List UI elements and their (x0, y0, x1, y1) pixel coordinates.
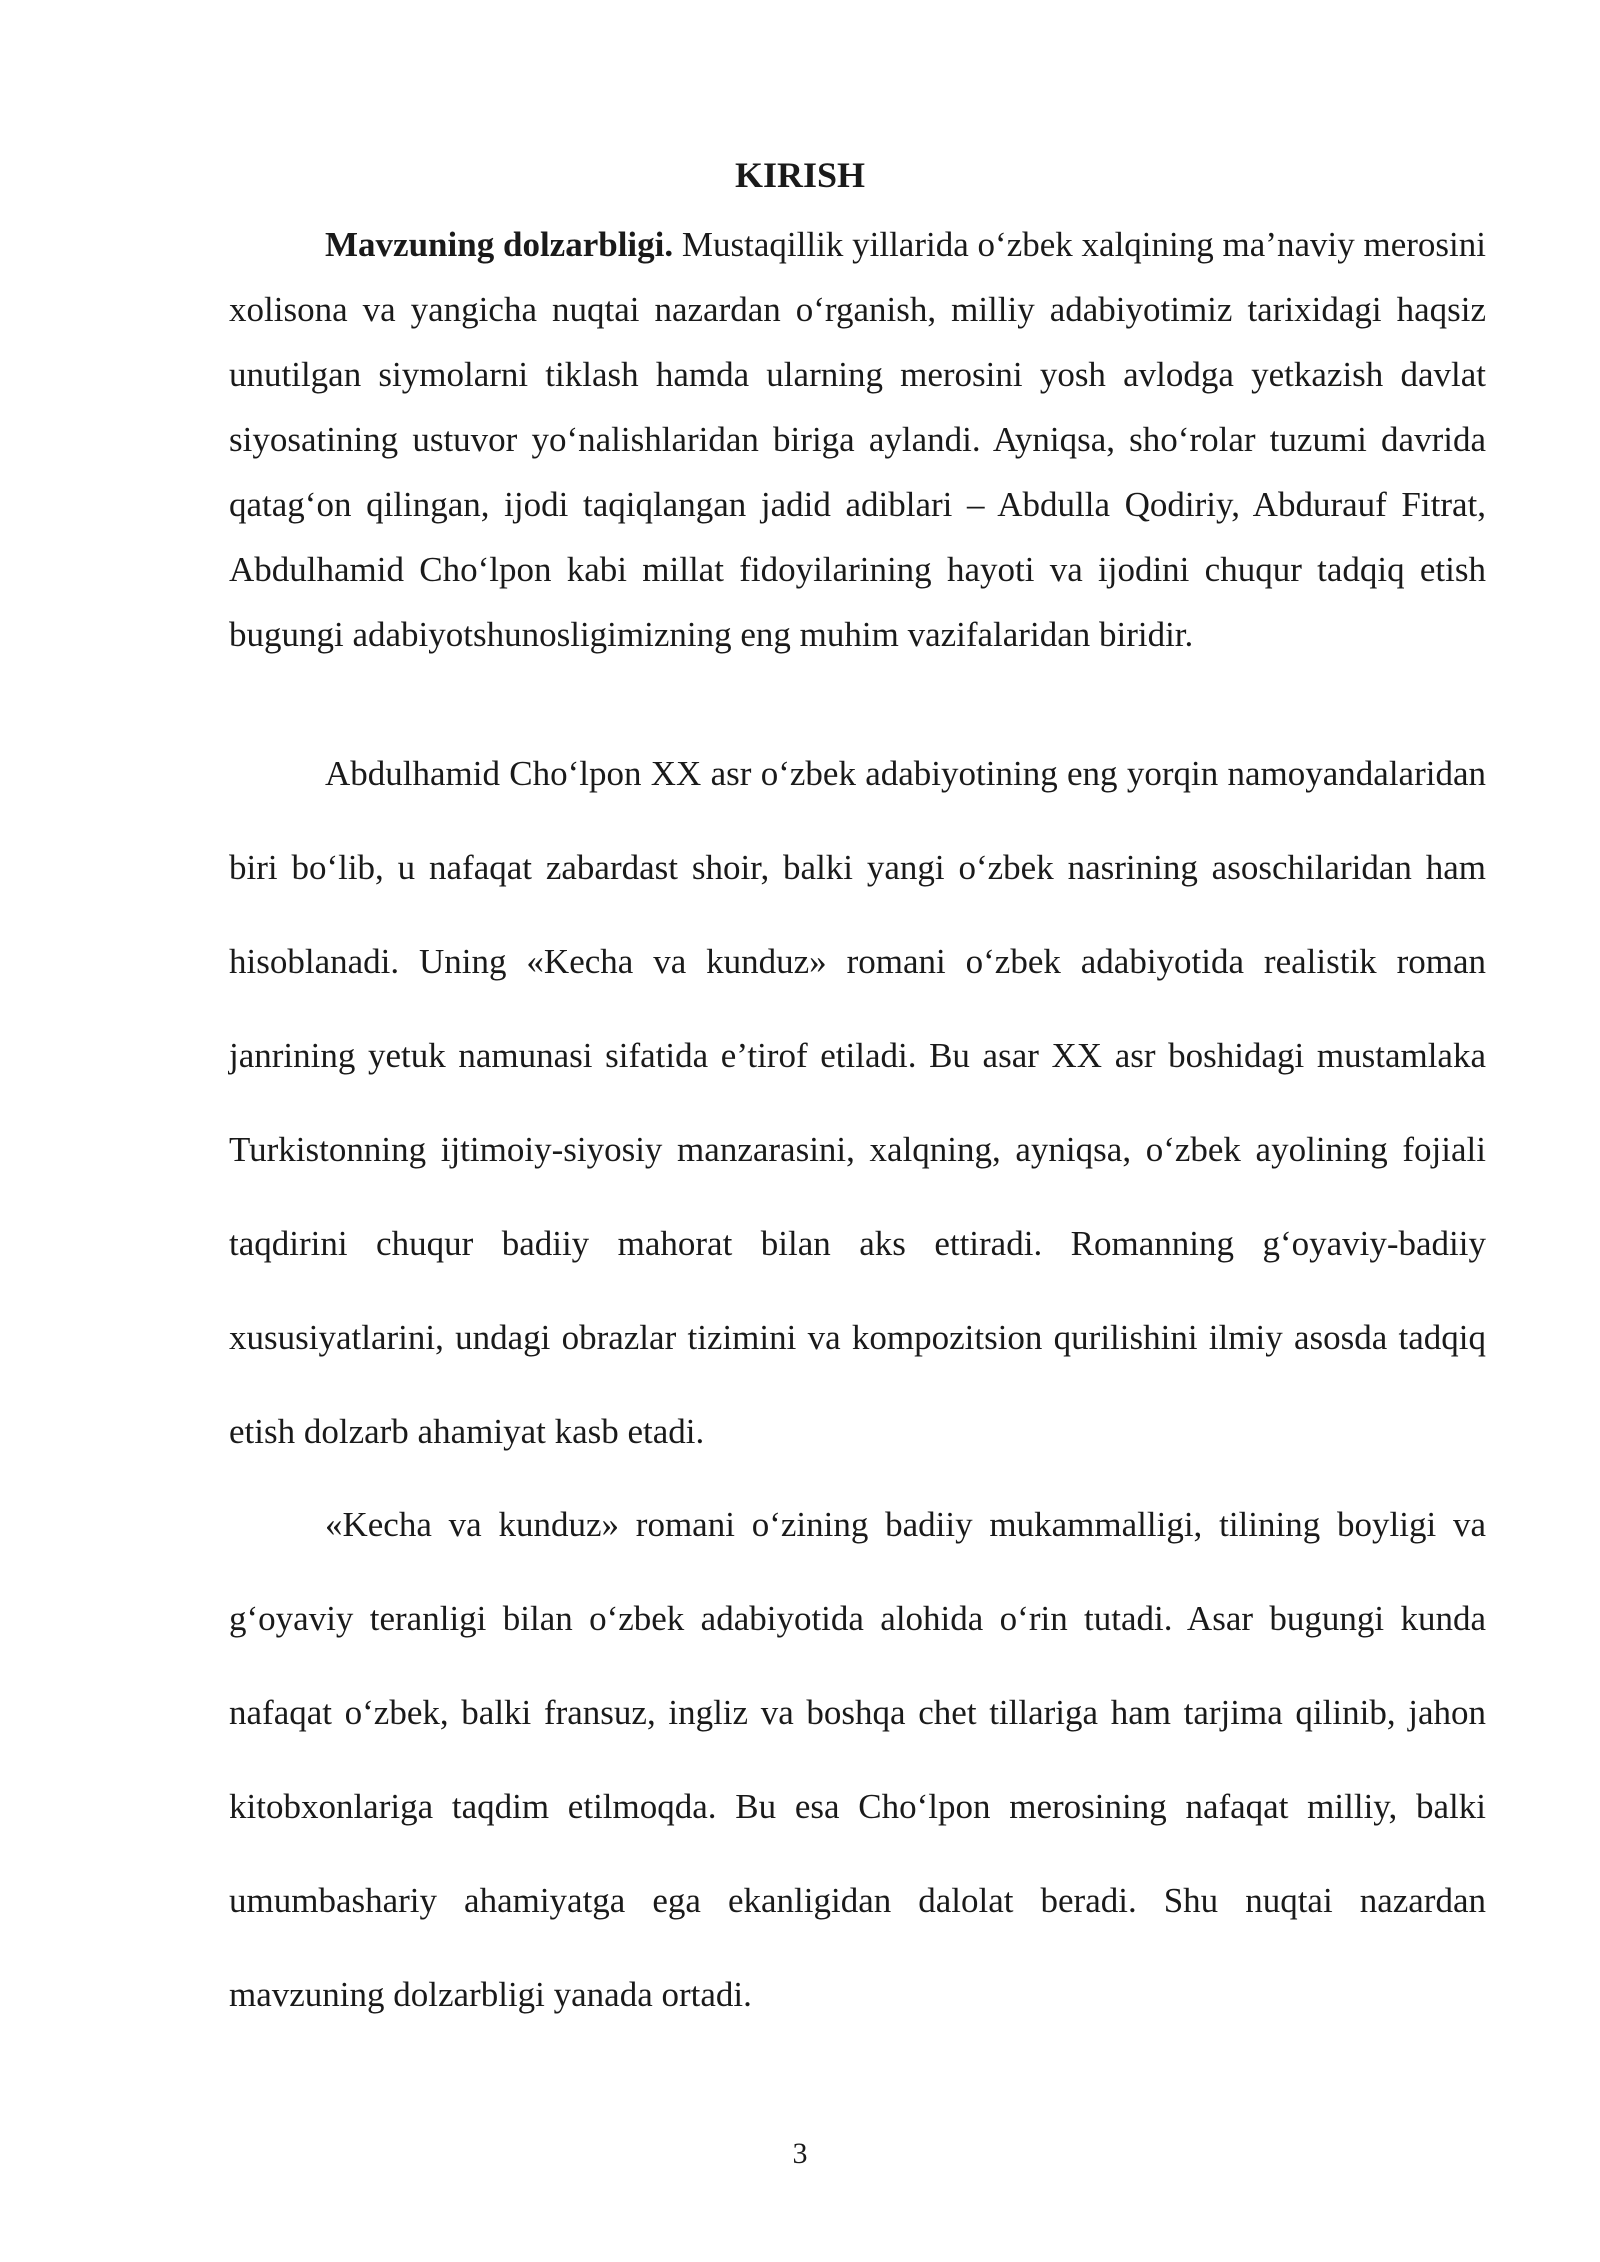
page-number: 3 (792, 2137, 808, 2170)
paragraph-lead: Mavzuning dolzarbligi. (325, 225, 674, 264)
paragraph-novel: «Kecha va kunduz» romani o‘zining badiiy mukammalligi, tilining boyligi va g‘oyaviy teranligi bilan o‘zbek adabiyotida alohida o‘rin tutadi. Asar bugungi kunda nafaqat o‘zbek, balki fransuz, ingliz va boshqa chet tillariga ham tarjima qilinib, jahon kitobxonlariga taqdim etilmoqda. Bu esa Cho‘lpon merosining nafaqat milliy, balki umumbashariy ahamiyatga ega ekanligidan dalolat beradi. Shu nuqtai nazardan mavzuning dolzarbligi yanada ortadi. (229, 1505, 1486, 2014)
paragraph-cholpon: Abdulhamid Cho‘lpon XX asr o‘zbek adabiyotining eng yorqin namoyandalaridan biri bo‘lib, u nafaqat zabardast shoir, balki yangi o‘zbek nasrining asoschilaridan ham hisoblanadi. Uning «Kecha va kunduz» romani o‘zbek adabiyotida realistik roman janrining yetuk namunasi sifatida e’tirof etiladi. Bu asar XX asr boshidagi mustamlaka Turkistonning ijtimoiy-siyosiy manzarasini, xalqning, ayniqsa, o‘zbek ayolining fojiali taqdirini chuqur badiiy mahorat bilan aks ettiradi. Romanning g‘oyaviy-badiiy xususiyatlarini, undagi obrazlar tizimini va kompozitsion qurilishini ilmiy asosda tadqiq etish dolzarb ahamiyat kasb etadi. (229, 754, 1486, 1451)
section-heading: KIRISH (734, 155, 866, 195)
paragraph-text: Mustaqillik yillarida o‘zbek xalqining ma’naviy merosini xolisona va yangicha nuqtai nazardan o‘rganish, milliy adabiyotimiz tarixidagi haqsiz unutilgan siymolarni tiklash hamda ularning merosini yosh avlodga yetkazish davlat siyosatining ustuvor yo‘nalishlaridan biriga aylandi. Ayniqsa, sho‘rolar tuzumi davrida qatag‘on qilingan, ijodi taqiqlangan jadid adiblari – Abdulla Qodiriy, Abdurauf Fitrat, Abdulhamid Cho‘lpon kabi millat fidoyilarining hayoti va ijodini chuqur tadqiq etish bugungi adabiyotshunosligimizning eng muhim vazifalaridan biridir. (229, 225, 1487, 654)
paragraph-relevance (229, 212, 1486, 667)
